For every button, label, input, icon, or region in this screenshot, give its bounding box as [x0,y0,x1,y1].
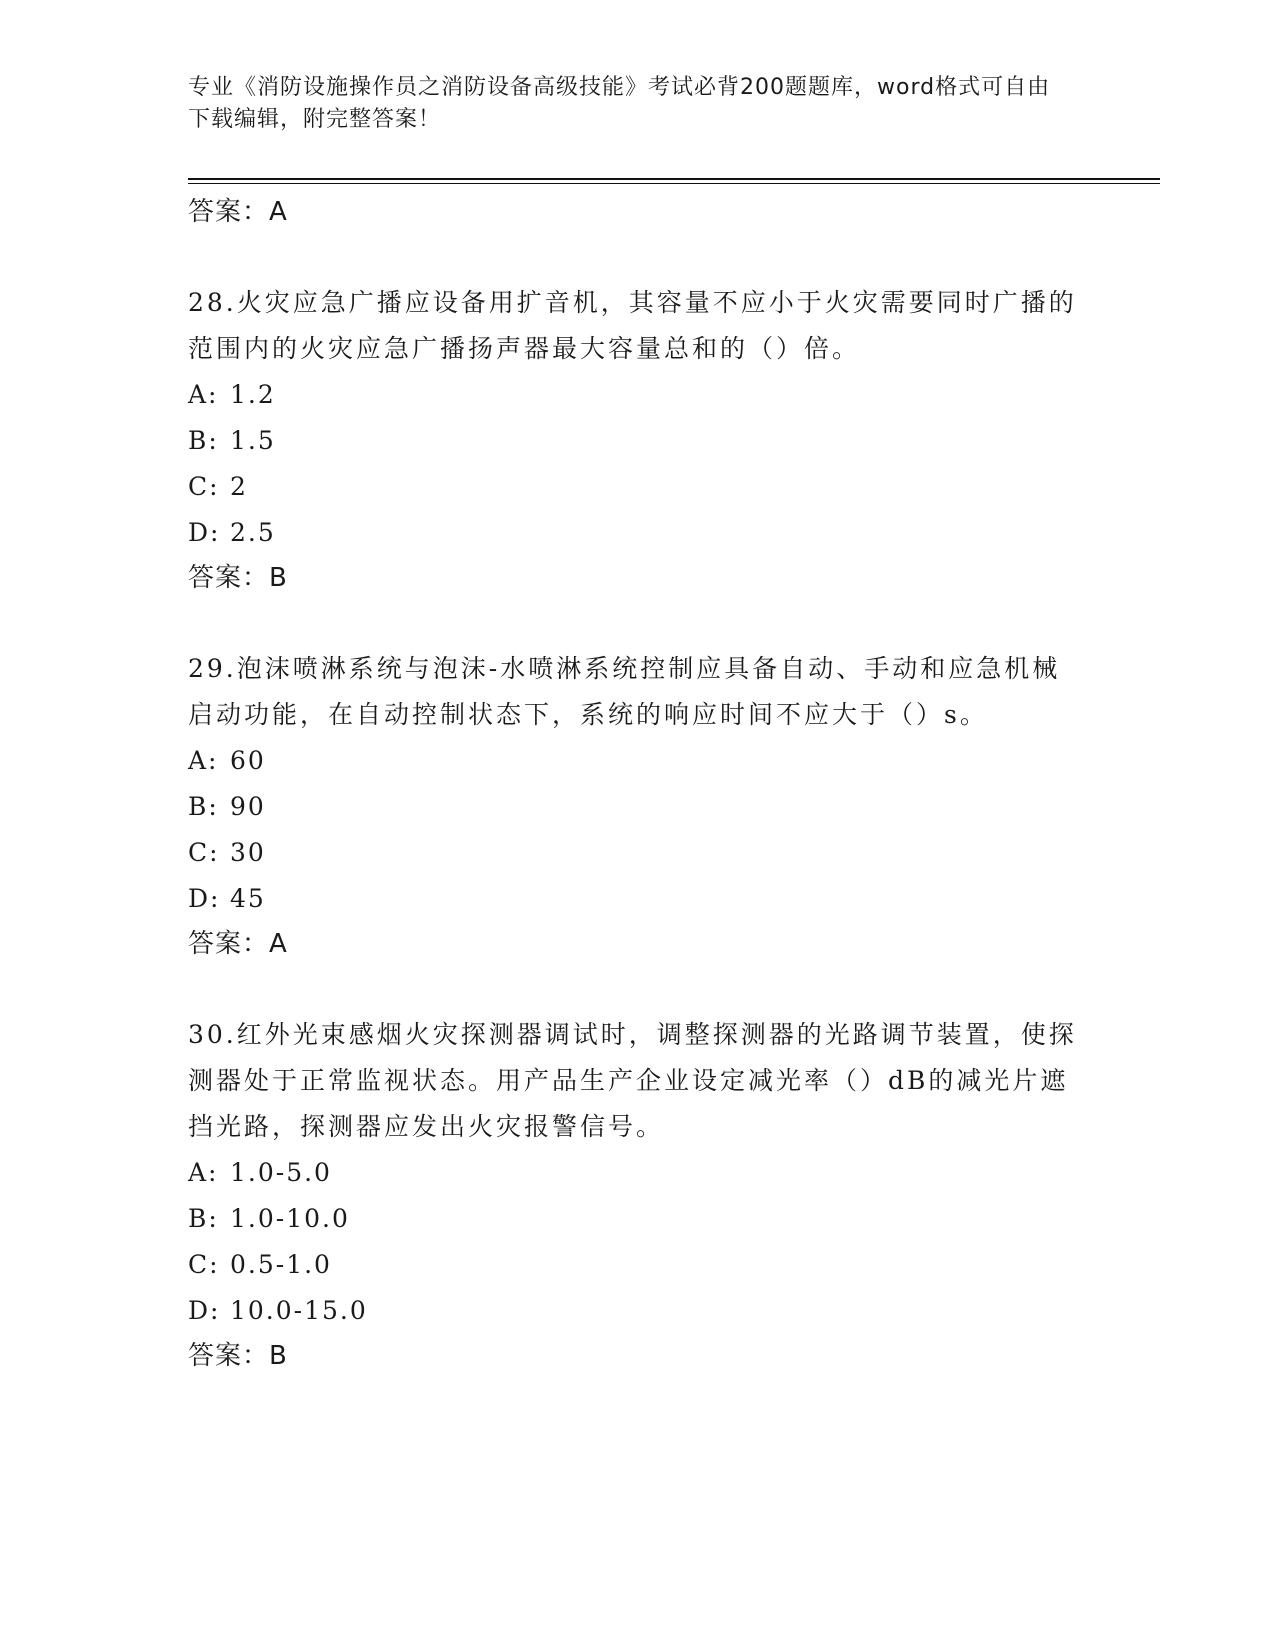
option-d: D: 45 [188,884,266,913]
header-divider [188,178,1160,184]
option-c: C: 2 [188,472,248,501]
option-b: B: 90 [188,792,266,821]
answer-label: 答案：B [188,563,288,593]
option-c: C: 30 [188,838,266,867]
question-text: 29.泡沫喷淋系统与泡沫-水喷淋系统控制应具备自动、手动和应急机械启动功能，在自动控制状态下，系统的响应时间不应大于（）s。 [188,654,1061,729]
option-d: D: 2.5 [188,518,276,547]
option-a: A: 1.2 [188,380,276,409]
answer-label: 答案：B [188,1341,288,1371]
option-d: D: 10.0-15.0 [188,1296,368,1325]
previous-answer: 答案：A [188,197,288,227]
question-list [188,190,1088,1378]
option-b: B: 1.5 [188,426,276,455]
question-text: 28.火灾应急广播应设备用扩音机，其容量不应小于火灾需要同时广播的范围内的火灾应急广播扬声器最大容量总和的（）倍。 [188,288,1077,363]
option-a: A: 60 [188,746,266,775]
question-block-28 [188,280,1088,600]
question-block-29 [188,646,1088,966]
option-c: C: 0.5-1.0 [188,1250,332,1279]
answer-label: 答案：A [188,929,288,959]
question-block-30 [188,1012,1088,1378]
document-header: 专业《消防设施操作员之消防设备高级技能》考试必背200题题库，word格式可自由下载编辑，附完整答案！ [188,75,1051,132]
question-text: 30.红外光束感烟火灾探测器调试时，调整探测器的光路调节装置，使探测器处于正常监视状态。用产品生产企业设定减光率（）dB的减光片遮挡光路，探测器应发出火灾报警信号。 [188,1020,1077,1141]
option-b: B: 1.0-10.0 [188,1204,350,1233]
option-a: A: 1.0-5.0 [188,1158,332,1187]
